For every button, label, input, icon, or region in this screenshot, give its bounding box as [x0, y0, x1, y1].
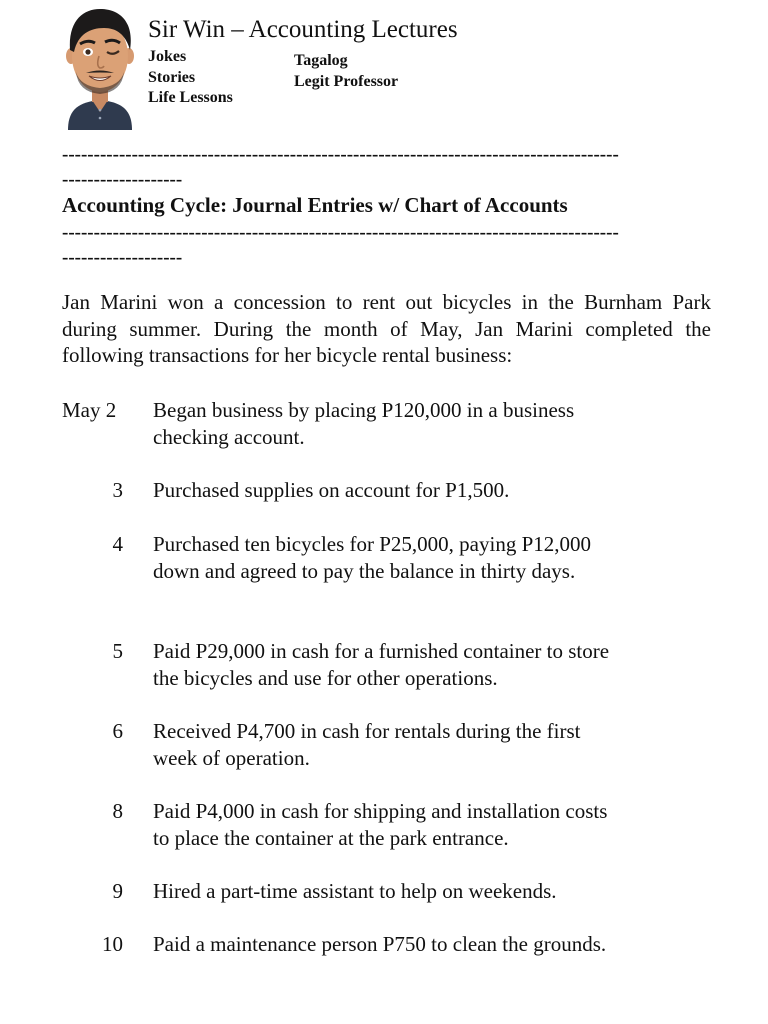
intro-paragraph: Jan Marini won a concession to rent out bicycles in the Burnham Park during summer. During the month of May, Jan Marini completed the following transactions for her bicycle rental business:: [62, 290, 711, 367]
transaction-date: 10: [102, 932, 123, 956]
tag-life-lessons: Life Lessons: [148, 89, 233, 106]
transaction-description: Received P4,700 in cash for rentals during the first week of operation.: [153, 719, 581, 770]
transaction-description: Purchased ten bicycles for P25,000, paying P12,000 down and agreed to pay the balance in thirty days.: [153, 532, 592, 583]
section-title: Accounting Cycle: Journal Entries w/ Chart of Accounts: [62, 193, 568, 217]
professor-avatar: [62, 6, 138, 130]
tag-list-left: [148, 47, 233, 109]
transaction-description: Purchased supplies on account for P1,500.: [153, 478, 510, 502]
tag-stories: Stories: [148, 68, 196, 86]
transaction-date: May 2: [62, 398, 117, 422]
transaction-description: Began business by placing P120,000 in a business checking account.: [153, 398, 575, 449]
transaction-date: 5: [112, 639, 123, 663]
transaction-date: 4: [112, 532, 123, 556]
tag-legit-professor: Legit Professor: [294, 72, 399, 90]
transaction-date: 3: [112, 478, 123, 502]
header-title: Sir Win – Accounting Lectures: [148, 16, 458, 43]
tag-list-right: [294, 51, 398, 92]
divider-top-tail: -------------------: [62, 169, 183, 190]
transaction-description: Paid P29,000 in cash for a furnished container to store the bicycles and use for other operations.: [153, 639, 610, 690]
transaction-description: Paid P4,000 in cash for shipping and installation costs to place the container at the park entrance.: [153, 799, 608, 850]
transaction-date: 8: [112, 799, 123, 823]
transaction-date: 6: [112, 719, 123, 743]
divider-top-line: ----------------------------------------------------------------------------------------: [62, 144, 619, 165]
transaction-description: Paid a maintenance person P750 to clean the grounds.: [153, 932, 607, 956]
divider-bottom-tail: -------------------: [62, 247, 183, 268]
tag-tagalog: Tagalog: [294, 52, 348, 69]
tag-jokes: Jokes: [148, 48, 187, 65]
transaction-description: Hired a part-time assistant to help on weekends.: [153, 879, 557, 903]
divider-bottom-line: ----------------------------------------------------------------------------------------: [62, 222, 619, 243]
transaction-date: 9: [112, 879, 123, 903]
